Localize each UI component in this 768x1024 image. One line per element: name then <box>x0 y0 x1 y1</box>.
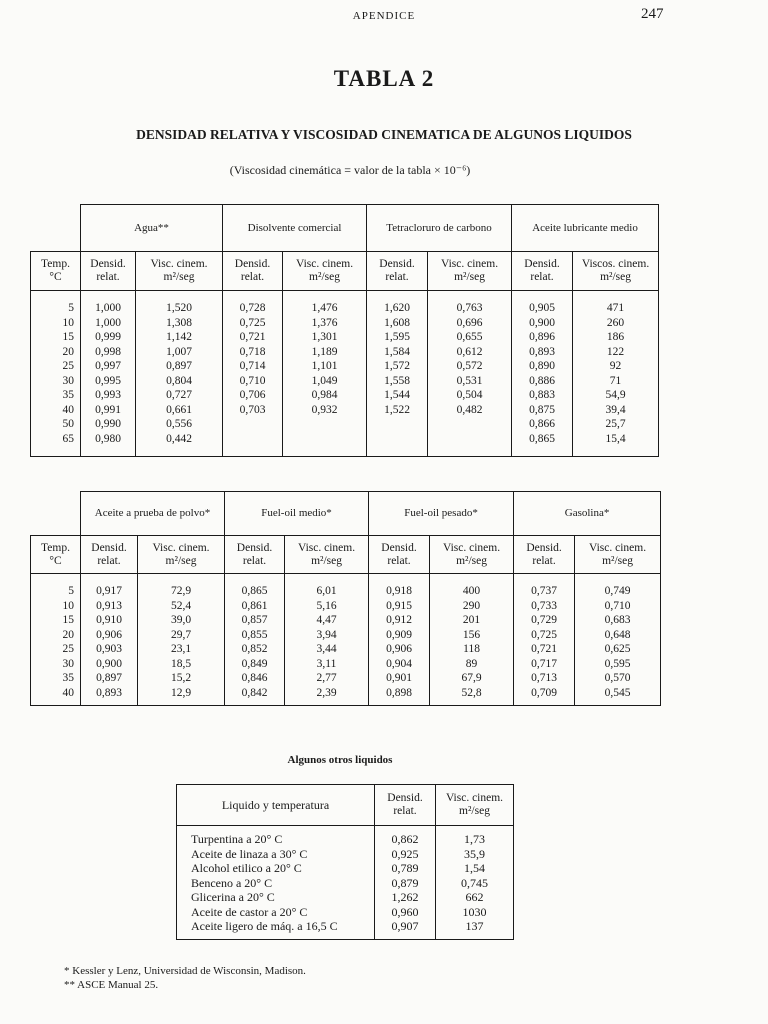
table-cell: 1,54 <box>464 861 485 875</box>
table-cell: 0,729 <box>531 614 557 626</box>
visc-header: Visc. cinem. m²/seg <box>283 252 367 291</box>
liquids-table-1 <box>30 204 659 457</box>
table-cell: 35 <box>62 672 74 684</box>
group-header-gasolina: Gasolina* <box>514 492 661 536</box>
table-cell: 186 <box>606 331 625 343</box>
dens-header: Densid. relat. <box>512 252 573 291</box>
visc-header: Visc. cinem. m²/seg <box>575 536 661 574</box>
fuel-oil-pesado-visc-column <box>430 574 514 706</box>
table-cell: 156 <box>462 628 481 641</box>
table-cell: 5 <box>68 302 74 314</box>
table-cell: 40 <box>62 403 74 416</box>
table-cell: 25 <box>62 643 74 655</box>
table-cell: 1,544 <box>384 389 410 401</box>
agua-dens-column <box>81 291 136 457</box>
table-cell: 1,000 <box>95 302 121 314</box>
table-cell: 0,721 <box>531 643 557 655</box>
page-number: 247 <box>641 6 664 22</box>
table-cell: 0,556 <box>166 418 192 430</box>
table-cell: 0,655 <box>456 331 483 343</box>
table-cell: 54,9 <box>605 389 626 401</box>
table-cell: 39,0 <box>170 614 192 626</box>
group-header-fuel-oil-medio: Fuel-oil medio* <box>225 492 369 536</box>
table-cell: 0,865 <box>241 585 268 597</box>
table-cell: 1,620 <box>384 302 410 314</box>
visc-header: Visc. cinem. m²/seg <box>436 785 514 826</box>
other-dens-column <box>375 826 436 940</box>
table-cell: 0,648 <box>604 628 631 641</box>
table-cell: 0,696 <box>456 316 483 329</box>
other-liquids-title: Algunos otros liquidos <box>287 754 393 766</box>
table-cell: 0,804 <box>166 374 192 387</box>
table-cell: 50 <box>62 418 74 430</box>
table-cell: 0,998 <box>95 345 121 358</box>
table-cell: 0,896 <box>529 331 555 343</box>
table-cell: 400 <box>462 585 481 597</box>
table-cell: 1,73 <box>464 832 485 846</box>
running-head: APENDICE <box>352 10 416 22</box>
table-cell: 0,612 <box>456 345 483 358</box>
table-cell: 0,714 <box>239 360 266 372</box>
table-cell: 0,893 <box>96 686 122 699</box>
liquids-column <box>177 826 375 940</box>
table-cell: 0,905 <box>529 302 555 314</box>
table-cell: 0,897 <box>96 672 122 684</box>
table-cell: 122 <box>606 345 625 358</box>
table-cell: 0,906 <box>96 628 122 641</box>
aceite-dens-column <box>512 291 573 457</box>
table-cell: 0,925 <box>391 846 419 861</box>
table-cell: 25,7 <box>605 418 626 430</box>
table-cell: 1,301 <box>311 331 338 343</box>
dens-header: Densid. relat. <box>81 536 138 574</box>
group-header-aceite-polvo: Aceite a prueba de polvo* <box>81 492 225 536</box>
table-cell: 0,706 <box>239 389 266 401</box>
table-cell: 72,9 <box>170 585 192 597</box>
table-cell: Aceite ligero de máq. a 16,5 C <box>191 919 338 933</box>
table-cell: 0,999 <box>95 331 121 343</box>
table-cell: 1,308 <box>166 316 192 329</box>
table-cell: 0,995 <box>95 374 121 387</box>
table-cell: 2,77 <box>316 672 337 684</box>
table-cell: 0,504 <box>456 389 483 401</box>
table-cell: 0,570 <box>604 672 631 684</box>
table-cell: 30 <box>62 657 74 670</box>
table-cell: 40 <box>62 686 74 699</box>
table-cell: 0,906 <box>386 643 412 655</box>
gasolina-dens-column <box>514 574 575 706</box>
table-cell: 15,4 <box>605 432 626 445</box>
table-cell: 3,11 <box>316 657 337 670</box>
table-cell: 25 <box>62 360 74 372</box>
dens-header: Densid. relat. <box>375 785 436 826</box>
table-cell: 1,608 <box>384 316 410 329</box>
table-cell: 118 <box>463 643 480 655</box>
table-cell: 1030 <box>462 904 487 919</box>
table-cell: 30 <box>62 374 74 387</box>
table-cell: 0,900 <box>529 316 555 329</box>
table-cell: 0,855 <box>241 628 268 641</box>
table-cell: 0,710 <box>604 599 631 612</box>
table-cell: 1,142 <box>166 331 192 343</box>
table-cell: 15 <box>62 331 74 343</box>
footnote: ** ASCE Manual 25. <box>64 979 159 991</box>
table-cell: 1,584 <box>384 345 410 358</box>
table-cell: 0,917 <box>96 585 122 597</box>
table-cell: 3,44 <box>316 643 337 655</box>
table-cell: 0,912 <box>386 614 412 626</box>
table-cell: 5 <box>68 585 74 597</box>
table-cell: 0,737 <box>531 585 557 597</box>
table-cell: 0,898 <box>386 686 412 699</box>
tetracloruro-visc-column <box>428 291 512 457</box>
temps-column <box>31 574 81 706</box>
table-cell: 0,879 <box>391 875 419 890</box>
table-cell: 35 <box>62 389 74 401</box>
temps-column <box>31 291 81 457</box>
table-cell: 0,900 <box>96 657 122 670</box>
visc-header: Visc. cinem. m²/seg <box>138 536 225 574</box>
table-cell: 1,522 <box>384 403 410 416</box>
table-cell: 0,531 <box>456 374 483 387</box>
table-cell: 0,733 <box>531 599 557 612</box>
aceite-visc-column <box>573 291 659 457</box>
table-cell: Aceite de castor a 20° C <box>191 904 308 919</box>
table-cell: 0,442 <box>166 432 192 445</box>
table-cell: 0,727 <box>166 389 192 401</box>
table-cell: 39,4 <box>605 403 626 416</box>
table-cell: 0,749 <box>604 585 631 597</box>
table-cell: 0,865 <box>529 432 555 445</box>
table-cell: 0,990 <box>95 418 121 430</box>
fuel-oil-medio-dens-column <box>225 574 285 706</box>
table-cell: 0,745 <box>461 875 488 890</box>
group-header-disolvente: Disolvente comercial <box>223 205 367 252</box>
table-cell: 0,918 <box>386 585 412 597</box>
table-cell: 0,625 <box>604 643 631 655</box>
table-cell: 0,909 <box>386 628 412 641</box>
temp-header: Temp. °C <box>31 252 81 291</box>
table-cell: Alcohol etilico a 20° C <box>191 861 302 875</box>
table-cell: 1,189 <box>311 345 338 358</box>
table-cell: 5,16 <box>316 599 337 612</box>
table-cell: 0,545 <box>604 686 631 699</box>
table-cell: 1,049 <box>311 374 338 387</box>
table-cell: 0,875 <box>529 403 555 416</box>
group-header-agua: Agua** <box>81 205 223 252</box>
dens-header: Densid. relat. <box>223 252 283 291</box>
corner-blank <box>31 492 81 536</box>
table-cell: 3,94 <box>316 628 337 641</box>
table-cell: Benceno a 20° C <box>191 875 273 890</box>
table-cell: 0,725 <box>531 628 557 641</box>
table-cell: 0,980 <box>95 432 121 445</box>
table-cell: 662 <box>465 890 484 904</box>
liquid-header: Liquido y temperatura <box>177 785 375 826</box>
table-cell: 0,984 <box>311 389 338 401</box>
table-cell: 0,846 <box>241 672 268 684</box>
table-cell: 0,862 <box>391 832 419 846</box>
table-cell: 71 <box>609 374 622 387</box>
table-cell: 0,993 <box>95 389 121 401</box>
table-cell: 15 <box>62 614 74 626</box>
table-cell: 0,997 <box>95 360 121 372</box>
table-cell: 0,713 <box>531 672 557 684</box>
table-cell: 0,763 <box>456 302 483 314</box>
tetracloruro-dens-column <box>367 291 428 457</box>
table-cell: 2,39 <box>316 686 337 699</box>
table-cell: 0,703 <box>239 403 266 416</box>
group-header-aceite-lubricante: Aceite lubricante medio <box>512 205 659 252</box>
table-cell: 260 <box>606 316 625 329</box>
table-cell: 1,262 <box>391 890 419 904</box>
table-cell: 0,683 <box>604 614 631 626</box>
table-cell: 0,861 <box>241 599 268 612</box>
table-cell: 35,9 <box>464 846 485 861</box>
group-header-tetracloruro: Tetracloruro de carbono <box>367 205 512 252</box>
footnotes <box>64 964 306 992</box>
dens-header: Densid. relat. <box>81 252 136 291</box>
table-cell: 92 <box>609 360 622 372</box>
other-visc-column <box>436 826 514 940</box>
table-cell: 0,913 <box>96 599 122 612</box>
table-cell: 471 <box>606 302 625 314</box>
table-cell: Turpentina a 20° C <box>191 832 283 846</box>
disolvente-visc-column <box>283 291 367 457</box>
table-title: TABLA 2 <box>333 66 435 91</box>
table-subtitle: DENSIDAD RELATIVA Y VISCOSIDAD CINEMATICA DE ALGUNOS LIQUIDOS <box>136 127 632 142</box>
table-cell: 0,789 <box>391 861 419 875</box>
table-cell: 0,709 <box>531 686 557 699</box>
agua-visc-column <box>136 291 223 457</box>
table-cell: 67,9 <box>461 672 482 684</box>
table-cell: 1,572 <box>384 360 410 372</box>
table-cell: 0,866 <box>529 418 555 430</box>
table-cell: 0,482 <box>456 403 483 416</box>
polvo-visc-column <box>138 574 225 706</box>
dens-header: Densid. relat. <box>225 536 285 574</box>
table-cell: 20 <box>62 628 74 641</box>
gasolina-visc-column <box>575 574 661 706</box>
table-cell: 0,718 <box>239 345 266 358</box>
table-cell: 1,520 <box>166 302 192 314</box>
visc-header: Viscos. cinem. m²/seg <box>573 252 659 291</box>
visc-header: Visc. cinem. m²/seg <box>136 252 223 291</box>
table-cell: 0,886 <box>529 374 555 387</box>
viscosity-note: (Viscosidad cinemática = valor de la tabla × 10⁻⁶) <box>229 163 471 177</box>
table-cell: 1,595 <box>384 331 410 343</box>
table-cell: 0,857 <box>241 614 268 626</box>
group-header-fuel-oil-pesado: Fuel-oil pesado* <box>369 492 514 536</box>
table-cell: 0,717 <box>531 657 557 670</box>
table-cell: 20 <box>62 345 74 358</box>
table-cell: 65 <box>62 432 74 445</box>
table-cell: 4,47 <box>316 614 337 626</box>
dens-header: Densid. relat. <box>367 252 428 291</box>
table-cell: 18,5 <box>170 657 192 670</box>
table-cell: 0,661 <box>166 403 192 416</box>
table-cell: 137 <box>465 919 484 933</box>
table-cell: 0,903 <box>96 643 122 655</box>
temp-header: Temp. °C <box>31 536 81 574</box>
table-cell: 0,897 <box>166 360 192 372</box>
table-cell: 0,915 <box>386 599 412 612</box>
table-cell: 15,2 <box>170 672 192 684</box>
fuel-oil-medio-visc-column <box>285 574 369 706</box>
dens-header: Densid. relat. <box>514 536 575 574</box>
table-cell: 1,376 <box>311 316 338 329</box>
table-cell: 1,558 <box>384 374 410 387</box>
table-cell: 23,1 <box>170 643 192 655</box>
footnote: * Kessler y Lenz, Universidad de Wisconsin, Madison. <box>64 965 306 977</box>
corner-blank <box>31 205 81 252</box>
table-cell: 0,849 <box>241 657 268 670</box>
table-cell: 52,8 <box>461 686 482 699</box>
table-cell: 0,572 <box>456 360 483 372</box>
table-cell: 201 <box>462 614 481 626</box>
table-cell: 89 <box>465 657 478 670</box>
disolvente-dens-column <box>223 291 283 457</box>
other-liquids-table <box>176 784 514 940</box>
table-cell: 0,725 <box>239 316 266 329</box>
table-cell: 0,595 <box>604 657 631 670</box>
polvo-dens-column <box>81 574 138 706</box>
visc-header: Visc. cinem. m²/seg <box>285 536 369 574</box>
table-cell: 0,932 <box>311 403 338 416</box>
table-cell: 10 <box>62 599 74 612</box>
table-cell: 0,710 <box>239 374 266 387</box>
table-cell: 1,000 <box>95 316 121 329</box>
table-cell: 0,728 <box>239 302 266 314</box>
table-cell: 6,01 <box>316 585 337 597</box>
table-cell: 0,907 <box>391 919 419 933</box>
table-cell: 290 <box>462 599 481 612</box>
table-cell: Glicerina a 20° C <box>191 890 275 904</box>
table-cell: 0,901 <box>386 672 412 684</box>
table-cell: 0,721 <box>239 331 266 343</box>
table-cell: 0,960 <box>391 904 419 919</box>
table-cell: 12,9 <box>170 686 192 699</box>
table-cell: 1,007 <box>166 345 192 358</box>
table-cell: 0,883 <box>529 389 555 401</box>
table-cell: 1,101 <box>311 360 338 372</box>
table-cell: 0,910 <box>96 614 122 626</box>
table-cell: 0,852 <box>241 643 268 655</box>
table-cell: 1,476 <box>311 302 338 314</box>
dens-header: Densid. relat. <box>369 536 430 574</box>
table-cell: 0,991 <box>95 403 121 416</box>
liquids-table-2 <box>30 491 661 706</box>
table-cell: Aceite de linaza a 30° C <box>191 846 308 861</box>
table-cell: 10 <box>62 316 74 329</box>
table-cell: 52,4 <box>170 599 192 612</box>
table-cell: 0,842 <box>241 686 268 699</box>
table-cell: 0,904 <box>386 657 412 670</box>
visc-header: Visc. cinem. m²/seg <box>430 536 514 574</box>
fuel-oil-pesado-dens-column <box>369 574 430 706</box>
table-cell: 29,7 <box>170 628 192 641</box>
table-cell: 0,893 <box>529 345 555 358</box>
table-cell: 0,890 <box>529 360 555 372</box>
visc-header: Visc. cinem. m²/seg <box>428 252 512 291</box>
